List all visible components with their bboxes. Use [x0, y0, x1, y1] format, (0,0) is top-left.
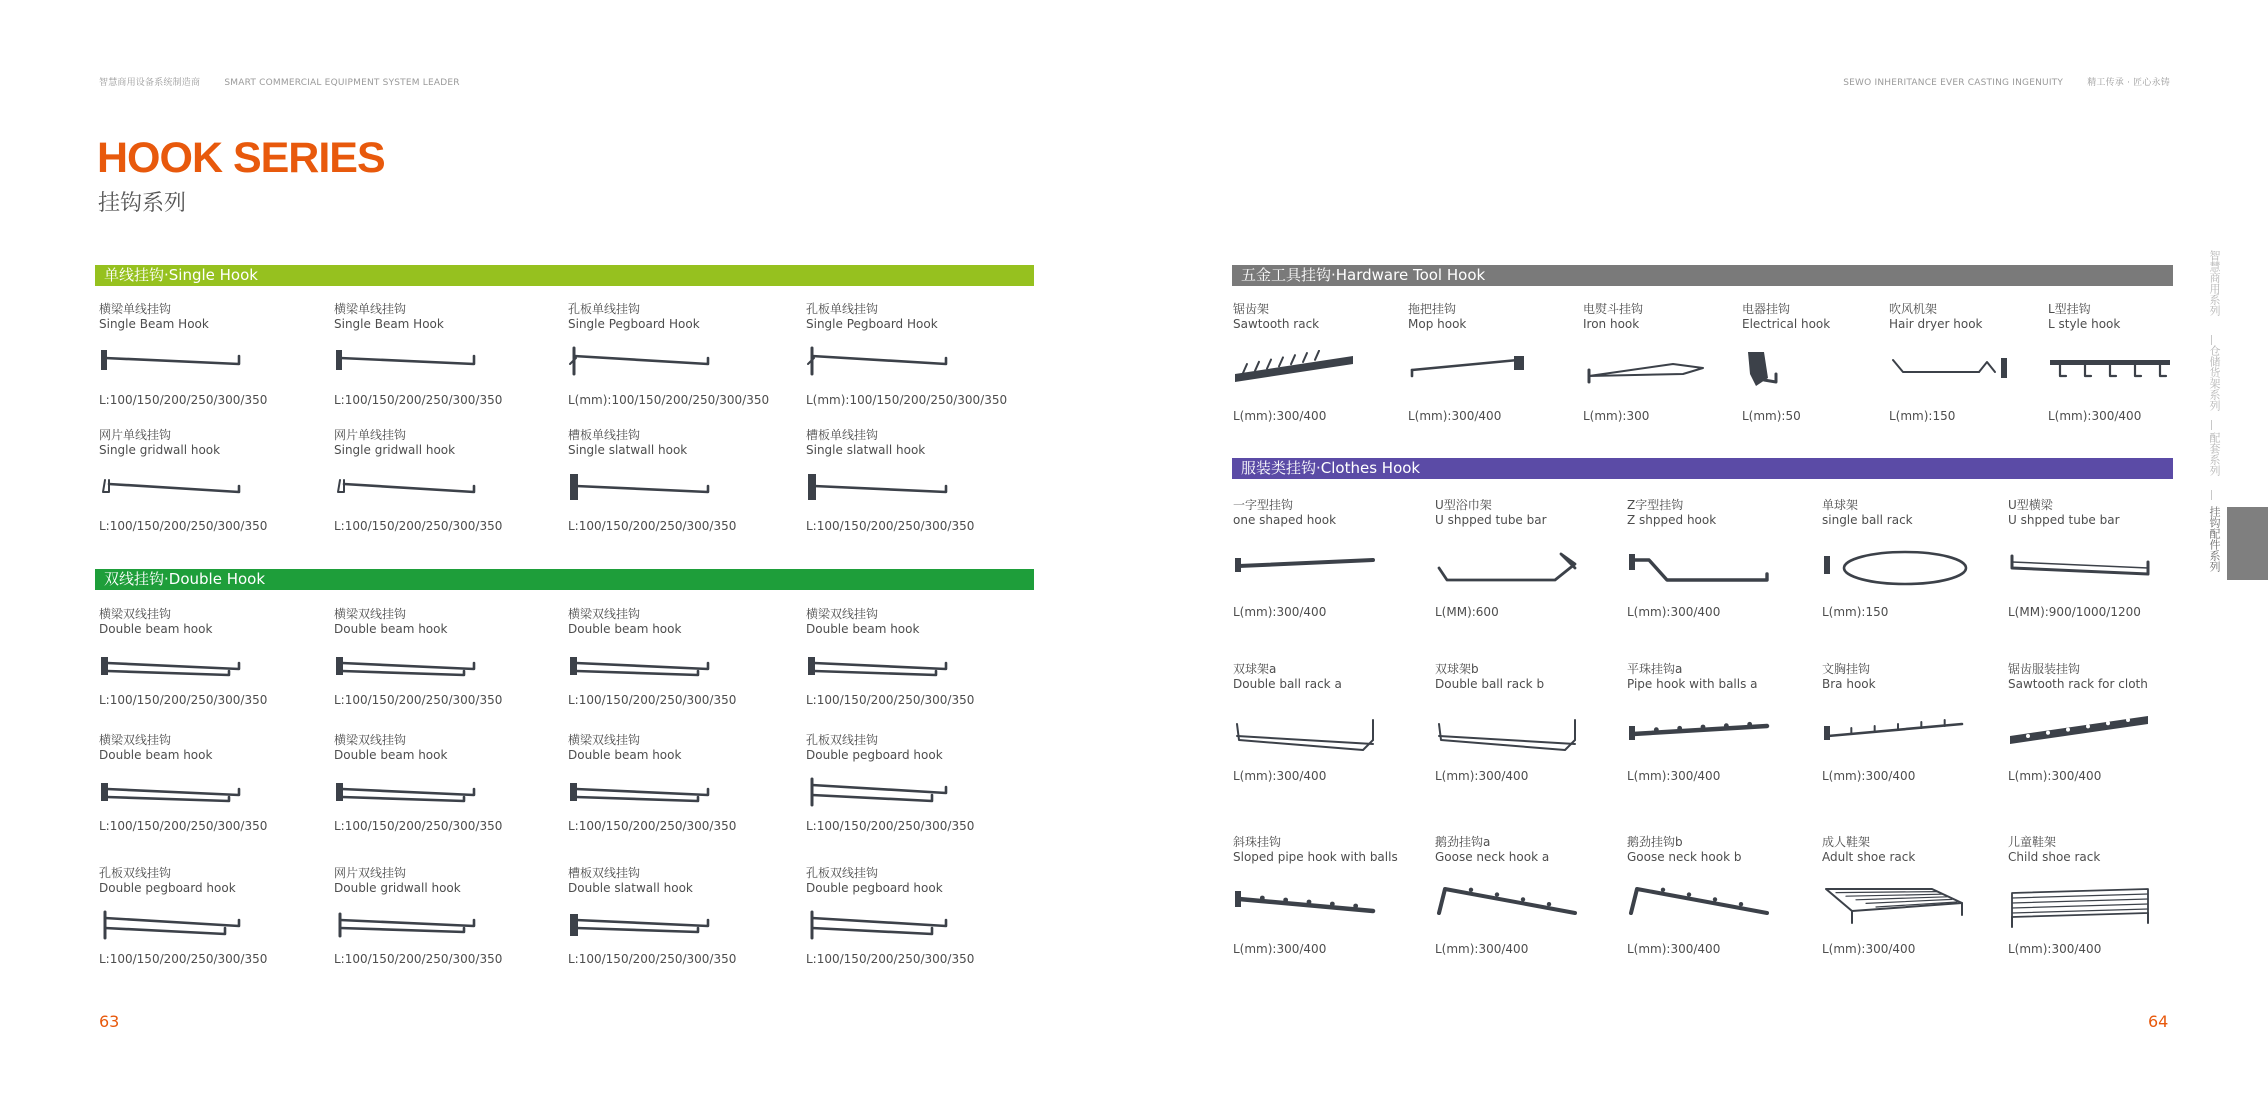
product-spec: L:100/150/200/250/300/350 [99, 519, 268, 533]
adult-shoe-rack-icon [1822, 883, 1972, 933]
product-name-en: Z shpped hook [1627, 513, 1717, 527]
product-item-double [568, 607, 737, 707]
product-item-double [334, 607, 503, 707]
product-name-en: Double beam hook [568, 622, 682, 636]
product-item-hardware [1233, 302, 1327, 423]
product-item-single [334, 302, 503, 407]
ball-rack-icon [1822, 546, 1972, 596]
product-item-clothes [1233, 662, 1342, 783]
header-tagline-right [1843, 75, 2170, 88]
product-spec: L(mm):150 [1889, 409, 1956, 423]
single-beam-hook-icon [99, 344, 249, 380]
product-item-double [806, 866, 975, 966]
product-spec: L:100/150/200/250/300/350 [99, 952, 268, 966]
product-name-en: Double beam hook [99, 748, 213, 762]
sloped-pipe-hook-icon [1233, 883, 1383, 933]
bra-hook-icon [1822, 710, 1972, 760]
product-name-en: Double ball rack b [1435, 677, 1545, 691]
product-item-hardware [1742, 302, 1831, 423]
product-name-en: Electrical hook [1742, 317, 1831, 331]
double-beam-hook-icon [334, 775, 484, 811]
product-item-double [99, 866, 268, 966]
product-item-clothes [1627, 498, 1721, 619]
product-name-cn: 孔板单线挂钩 [568, 302, 641, 316]
product-item-double [99, 607, 268, 707]
product-spec: L:100/150/200/250/300/350 [568, 693, 737, 707]
single-beam-hook-icon [334, 344, 484, 380]
product-name-cn: 拖把挂钩 [1408, 302, 1457, 316]
product-name-cn: 平珠挂钩a [1627, 662, 1683, 676]
side-nav-item-2[interactable]: 仓储货架系列 [2208, 345, 2221, 411]
product-name-cn: 横梁双线挂钩 [99, 607, 172, 621]
product-name-cn: 儿童鞋架 [2008, 835, 2057, 849]
product-name-en: Double pegboard hook [806, 881, 943, 895]
product-item-clothes [1822, 835, 1916, 956]
product-name-en: Double beam hook [334, 622, 448, 636]
u-tube-bar-icon [1435, 546, 1585, 596]
product-item-double [99, 733, 268, 833]
product-item-single [806, 302, 1008, 407]
product-name-en: Single Pegboard Hook [568, 317, 700, 331]
product-spec: L:100/150/200/250/300/350 [806, 519, 975, 533]
product-spec: L:100/150/200/250/300/350 [568, 952, 737, 966]
section-bar-single: 单线挂钩·Single Hook [95, 265, 1034, 286]
product-item-clothes [1435, 662, 1545, 783]
product-name-en: Double beam hook [99, 622, 213, 636]
double-beam-hook-icon [334, 649, 484, 685]
product-name-en: one shaped hook [1233, 513, 1337, 527]
product-item-single [568, 428, 737, 533]
double-beam-hook-icon [99, 649, 249, 685]
product-spec: L(MM):900/1000/1200 [2008, 605, 2141, 619]
product-item-clothes [1233, 835, 1398, 956]
product-name-cn: 一字型挂钩 [1233, 498, 1294, 512]
side-nav-divider [2211, 420, 2212, 430]
product-spec: L:100/150/200/250/300/350 [334, 693, 503, 707]
double-ball-rack-icon [1233, 710, 1383, 760]
iron-hook-icon [1583, 350, 1713, 396]
product-name-en: Sawtooth rack for cloth [2008, 677, 2148, 691]
one-shaped-hook-icon [1233, 546, 1383, 596]
product-item-double [806, 733, 975, 833]
product-name-cn: U型浴巾架 [1435, 498, 1492, 512]
product-name-cn: 锯齿架 [1233, 302, 1270, 316]
product-item-clothes [1435, 498, 1547, 619]
product-item-single [334, 428, 503, 533]
goose-neck-hook-icon [1435, 883, 1585, 933]
product-spec: L:100/150/200/250/300/350 [334, 393, 503, 407]
double-slatwall-hook-icon [568, 908, 718, 944]
product-name-en: U shpped tube bar [1435, 513, 1547, 527]
side-nav-active-tab [2227, 507, 2268, 580]
product-name-en: Double gridwall hook [334, 881, 461, 895]
side-nav-item-3[interactable]: 配套系列 [2208, 432, 2221, 476]
product-spec: L:100/150/200/250/300/350 [99, 693, 268, 707]
product-item-clothes [1822, 662, 1916, 783]
u-beam-icon [2008, 546, 2158, 596]
product-name-cn: 孔板双线挂钩 [806, 733, 879, 747]
product-spec: L:100/150/200/250/300/350 [334, 819, 503, 833]
product-name-en: Iron hook [1583, 317, 1640, 331]
product-name-cn: 电器挂钩 [1742, 302, 1791, 316]
product-spec: L(mm):300/400 [2008, 769, 2102, 783]
product-name-en: Sloped pipe hook with balls [1233, 850, 1398, 864]
product-name-cn: U型横梁 [2008, 498, 2053, 512]
product-name-en: Double pegboard hook [806, 748, 943, 762]
side-nav-divider [2211, 490, 2212, 500]
double-ball-rack-icon [1435, 710, 1585, 760]
double-beam-hook-icon [568, 775, 718, 811]
product-item-single [568, 302, 770, 407]
product-name-en: Double beam hook [568, 748, 682, 762]
electrical-hook-icon [1742, 350, 1872, 396]
double-pegboard-hook-icon [806, 908, 956, 944]
product-spec: L(mm):300/400 [1408, 409, 1502, 423]
product-spec: L:100/150/200/250/300/350 [806, 952, 975, 966]
product-item-hardware [2048, 302, 2142, 423]
product-name-cn: 横梁双线挂钩 [568, 607, 641, 621]
double-pegboard-hook-icon [806, 775, 956, 811]
product-name-en: Single Pegboard Hook [806, 317, 938, 331]
goose-neck-hook-icon [1627, 883, 1777, 933]
product-item-hardware [1583, 302, 1650, 423]
double-pegboard-hook-icon [99, 908, 249, 944]
product-name-en: U shpped tube bar [2008, 513, 2120, 527]
header-tagline-left-en: SMART COMMERCIAL EQUIPMENT SYSTEM LEADER [224, 78, 460, 88]
product-item-single [99, 302, 268, 407]
slatwall-hook-icon [568, 470, 718, 506]
slatwall-hook-icon [806, 470, 956, 506]
product-spec: L:100/150/200/250/300/350 [99, 393, 268, 407]
product-name-en: Adult shoe rack [1822, 850, 1916, 864]
product-item-single [806, 428, 975, 533]
section-bar-double: 双线挂钩·Double Hook [95, 569, 1034, 590]
product-spec: L:100/150/200/250/300/350 [806, 819, 975, 833]
product-spec: L(mm):300/400 [1233, 409, 1327, 423]
product-name-en: Double beam hook [334, 748, 448, 762]
page-title: HOOK SERIES [97, 134, 385, 182]
product-name-cn: 单球架 [1822, 498, 1859, 512]
product-spec: L(mm):300/400 [1435, 942, 1529, 956]
product-name-en: Single gridwall hook [334, 443, 456, 457]
product-name-en: Bra hook [1822, 677, 1876, 691]
side-nav-divider [2211, 335, 2212, 345]
product-name-en: Pipe hook with balls a [1627, 677, 1758, 691]
product-spec: L(mm):300/400 [2048, 409, 2142, 423]
product-name-cn: 网片双线挂钩 [334, 866, 407, 880]
product-name-cn: 槽板双线挂钩 [568, 866, 641, 880]
single-pegboard-hook-icon [568, 344, 718, 380]
product-name-cn: 横梁双线挂钩 [806, 607, 879, 621]
double-beam-hook-icon [568, 649, 718, 685]
product-name-en: Goose neck hook b [1627, 850, 1742, 864]
product-name-en: Double pegboard hook [99, 881, 236, 895]
page-subtitle: 挂钩系列 [98, 191, 187, 216]
side-nav-item-4-active[interactable]: 挂钩配件系列 [2208, 506, 2221, 572]
page-number-left: 63 [99, 1012, 120, 1031]
product-name-cn: 横梁双线挂钩 [334, 607, 407, 621]
product-name-en: Single gridwall hook [99, 443, 221, 457]
product-spec: L(mm):50 [1742, 409, 1801, 423]
product-spec: L(mm):150 [1822, 605, 1889, 619]
product-spec: L(MM):600 [1435, 605, 1499, 619]
product-name-cn: 电熨斗挂钩 [1583, 302, 1644, 316]
product-name-cn: 横梁双线挂钩 [334, 733, 407, 747]
product-name-cn: 鹅劲挂钩a [1435, 835, 1491, 849]
product-name-cn: 横梁单线挂钩 [334, 302, 407, 316]
product-spec: L(mm):300/400 [1822, 942, 1916, 956]
product-spec: L(mm):300/400 [1627, 605, 1721, 619]
z-hook-icon [1627, 546, 1777, 596]
section-bar-clothes: 服装类挂钩·Clothes Hook [1232, 458, 2173, 479]
product-name-cn: 网片单线挂钩 [334, 428, 407, 442]
product-item-hardware [1889, 302, 1983, 423]
product-item-clothes [2008, 498, 2141, 619]
double-beam-hook-icon [99, 775, 249, 811]
product-name-en: Double slatwall hook [568, 881, 693, 895]
product-spec: L(mm):100/150/200/250/300/350 [806, 393, 1008, 407]
product-name-cn: L型挂钩 [2048, 302, 2091, 316]
single-pegboard-hook-icon [806, 344, 956, 380]
header-tagline-right-cn: 精工传承 · 匠心永铸 [2087, 78, 2170, 88]
product-name-cn: 鹅劲挂钩b [1627, 835, 1683, 849]
product-name-cn: 文胸挂钩 [1822, 662, 1871, 676]
product-name-en: Hair dryer hook [1889, 317, 1983, 331]
sawtooth-cloth-rack-icon [2008, 710, 2158, 760]
product-name-en: Sawtooth rack [1233, 317, 1320, 331]
product-item-double [568, 733, 737, 833]
product-name-en: L style hook [2048, 317, 2121, 331]
product-item-clothes [1627, 835, 1742, 956]
side-nav-item-1[interactable]: 智慧商用系列 [2208, 250, 2221, 316]
product-spec: L(mm):300/400 [1822, 769, 1916, 783]
product-name-en: Double beam hook [806, 622, 920, 636]
product-item-hardware [1408, 302, 1502, 423]
product-name-cn: 横梁双线挂钩 [568, 733, 641, 747]
product-name-cn: 网片单线挂钩 [99, 428, 172, 442]
header-tagline-left [99, 75, 460, 88]
double-gridwall-hook-icon [334, 908, 484, 944]
mop-hook-icon [1408, 350, 1538, 396]
product-item-clothes [2008, 835, 2102, 956]
product-name-cn: Z字型挂钩 [1627, 498, 1684, 512]
l-style-hook-icon [2048, 350, 2178, 396]
product-item-double [334, 733, 503, 833]
product-spec: L(mm):300 [1583, 409, 1650, 423]
product-name-en: single ball rack [1822, 513, 1913, 527]
hair-dryer-hook-icon [1889, 350, 2019, 396]
product-item-double [334, 866, 503, 966]
product-spec: L:100/150/200/250/300/350 [806, 693, 975, 707]
product-name-en: Single Beam Hook [99, 317, 209, 331]
gridwall-hook-icon [334, 470, 484, 506]
gridwall-hook-icon [99, 470, 249, 506]
product-item-clothes [2008, 662, 2148, 783]
product-spec: L:100/150/200/250/300/350 [568, 519, 737, 533]
product-name-cn: 双球架a [1233, 662, 1277, 676]
product-name-cn: 斜珠挂钩 [1233, 835, 1282, 849]
product-spec: L(mm):300/400 [2008, 942, 2102, 956]
product-spec: L:100/150/200/250/300/350 [334, 952, 503, 966]
header-tagline-right-en: SEWO INHERITANCE EVER CASTING INGENUITY [1843, 78, 2064, 88]
product-name-cn: 锯齿服装挂钩 [2008, 662, 2081, 676]
product-name-en: Single slatwall hook [568, 443, 688, 457]
double-beam-hook-icon [806, 649, 956, 685]
product-name-en: Mop hook [1408, 317, 1467, 331]
product-name-en: Child shoe rack [2008, 850, 2101, 864]
product-spec: L(mm):300/400 [1627, 769, 1721, 783]
product-item-double [806, 607, 975, 707]
child-shoe-rack-icon [2008, 883, 2158, 933]
product-name-cn: 槽板单线挂钩 [806, 428, 879, 442]
product-name-en: Single slatwall hook [806, 443, 926, 457]
product-item-clothes [1435, 835, 1550, 956]
product-name-en: Double ball rack a [1233, 677, 1342, 691]
product-name-cn: 横梁单线挂钩 [99, 302, 172, 316]
product-name-cn: 成人鞋架 [1822, 835, 1871, 849]
product-spec: L(mm):300/400 [1233, 942, 1327, 956]
header-tagline-left-cn: 智慧商用设备系统制造商 [99, 78, 201, 88]
product-name-cn: 吹风机架 [1889, 302, 1938, 316]
product-spec: L(mm):300/400 [1233, 605, 1327, 619]
product-name-cn: 槽板单线挂钩 [568, 428, 641, 442]
product-item-clothes [1627, 662, 1758, 783]
product-item-clothes [1822, 498, 1913, 619]
pipe-hook-balls-icon [1627, 710, 1777, 760]
product-spec: L(mm):100/150/200/250/300/350 [568, 393, 770, 407]
product-name-en: Single Beam Hook [334, 317, 444, 331]
page-number-right: 64 [2148, 1012, 2169, 1031]
product-spec: L(mm):300/400 [1233, 769, 1327, 783]
product-name-en: Goose neck hook a [1435, 850, 1550, 864]
product-name-cn: 孔板双线挂钩 [99, 866, 172, 880]
product-spec: L:100/150/200/250/300/350 [568, 819, 737, 833]
product-spec: L:100/150/200/250/300/350 [334, 519, 503, 533]
product-name-cn: 孔板单线挂钩 [806, 302, 879, 316]
product-item-double [568, 866, 737, 966]
product-name-cn: 孔板双线挂钩 [806, 866, 879, 880]
product-name-cn: 横梁双线挂钩 [99, 733, 172, 747]
sawtooth-rack-icon [1233, 350, 1363, 396]
section-bar-hardware: 五金工具挂钩·Hardware Tool Hook [1232, 265, 2173, 286]
product-item-single [99, 428, 268, 533]
product-spec: L(mm):300/400 [1627, 942, 1721, 956]
product-spec: L:100/150/200/250/300/350 [99, 819, 268, 833]
product-name-cn: 双球架b [1435, 662, 1479, 676]
product-item-clothes [1233, 498, 1337, 619]
product-spec: L(mm):300/400 [1435, 769, 1529, 783]
